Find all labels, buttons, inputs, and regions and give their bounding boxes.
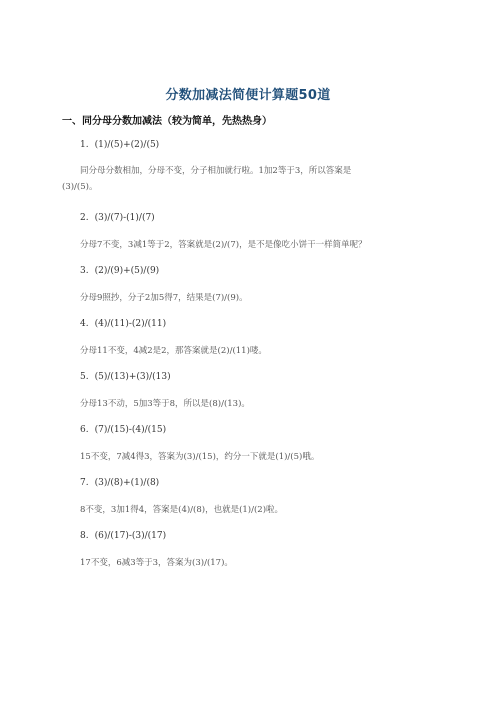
explanation-text: 分母7不变，3减1等于2，答案就是(2)/(7)，是不是像吃小饼干一样简单呢？ (80, 240, 367, 250)
problem-item (80, 478, 159, 488)
problem-explanation (80, 449, 440, 465)
problem-number: 7. (80, 478, 89, 488)
problem-expression: (4)/(11)-(2)/(11) (94, 319, 167, 329)
explanation-continuation: (3)/(5)。 (62, 182, 98, 192)
explanation-text: 分母11不变，4减2是2，那答案就是(2)/(11)喽。 (80, 346, 267, 356)
problem-item (80, 213, 155, 223)
problem-explanation (80, 343, 440, 359)
problem-expression: (3)/(8)+(1)/(8) (94, 478, 160, 488)
explanation-text: 分母9照抄，分子2加5得7，结果是(7)/(9)。 (80, 293, 248, 303)
problem-expression: (1)/(5)+(2)/(5) (94, 140, 160, 150)
problem-number: 6. (80, 425, 89, 435)
problem-expression: (3)/(7)-(1)/(7) (94, 213, 155, 223)
problem-expression: (7)/(15)-(4)/(15) (94, 425, 167, 435)
problem-expression: (6)/(17)-(3)/(17) (94, 531, 167, 541)
problem-number: 2. (80, 213, 89, 223)
problem-item (80, 425, 166, 435)
problem-explanation (80, 555, 440, 571)
problem-number: 4. (80, 319, 89, 329)
problem-expression: (2)/(9)+(5)/(9) (94, 266, 160, 276)
problem-explanation (80, 502, 440, 518)
problem-item (80, 372, 171, 382)
problem-number: 1. (80, 140, 89, 150)
problem-item (80, 140, 159, 150)
explanation-text: 17不变，6减3等于3，答案为(3)/(17)。 (80, 558, 233, 568)
problem-item (80, 319, 166, 329)
document-title: 分数加减法简便计算题50道 (165, 88, 331, 103)
problem-expression: (5)/(13)+(3)/(13) (94, 372, 171, 382)
explanation-text: 同分母分数相加，分母不变，分子相加就行啦。1加2等于3，所以答案是 (80, 166, 352, 176)
problem-number: 5. (80, 372, 89, 382)
explanation-text: 15不变，7减4得3，答案为(3)/(15)，约分一下就是(1)/(5)哦。 (80, 452, 320, 462)
problem-item (80, 266, 159, 276)
problem-explanation (80, 396, 440, 412)
problem-explanation (62, 163, 440, 195)
problem-explanation (80, 290, 440, 306)
section-heading: 一、同分母分数加减法（较为简单，先热热身） (62, 116, 272, 127)
problem-explanation (80, 237, 440, 253)
problem-item (80, 531, 166, 541)
problem-number: 3. (80, 266, 89, 276)
problem-number: 8. (80, 531, 89, 541)
explanation-text: 分母13不动，5加3等于8，所以是(8)/(13)。 (80, 399, 250, 409)
explanation-text: 8不变，3加1得4，答案是(4)/(8)，也就是(1)/(2)啦。 (80, 505, 284, 515)
